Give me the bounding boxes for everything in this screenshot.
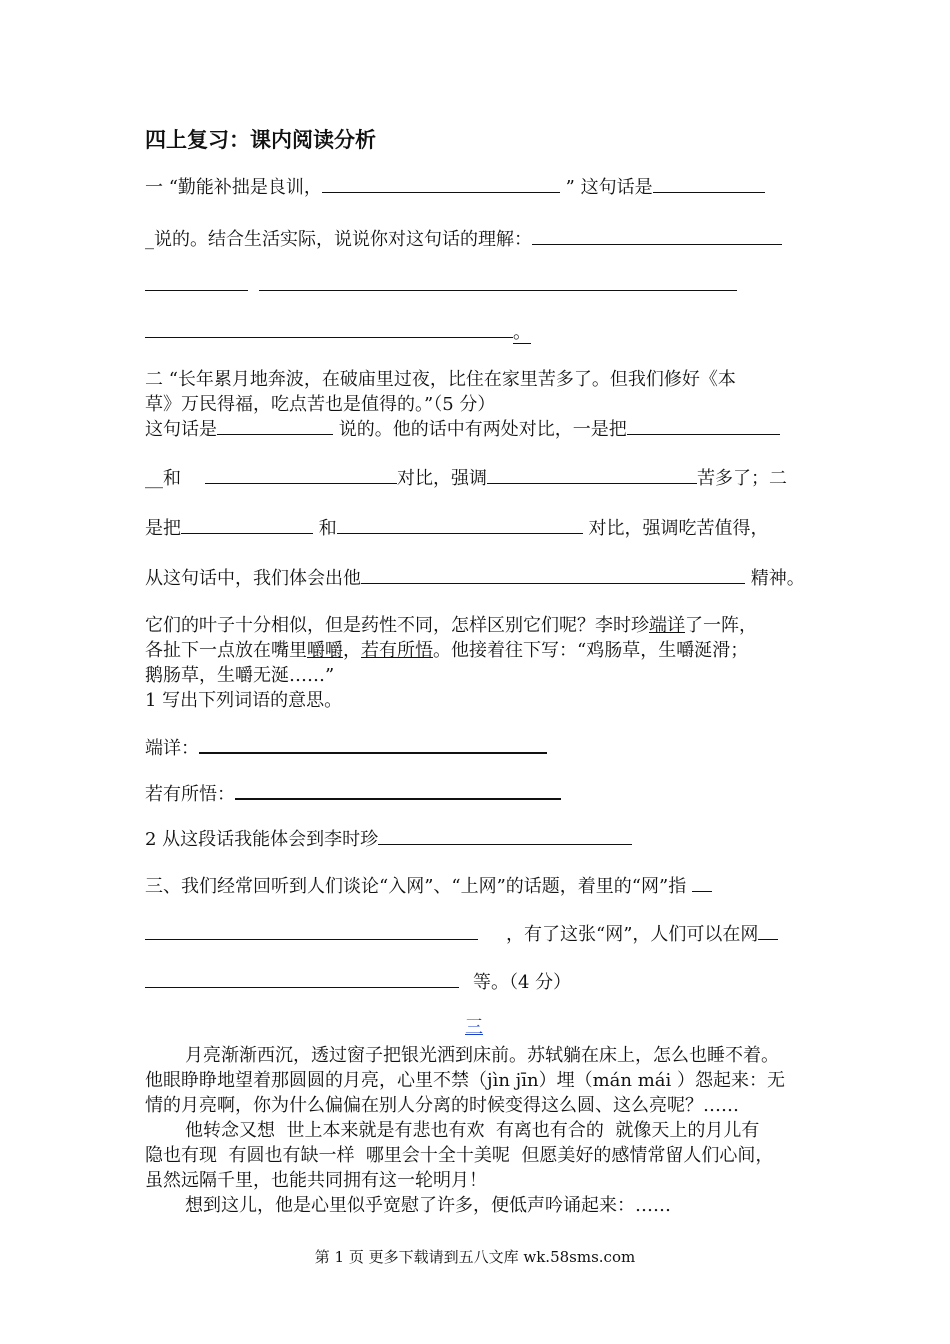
passage-text: 它们的叶子十分相似，但是药性不同，怎样区别它们呢？李时珍: [145, 615, 649, 636]
passage-line-3: 鹅肠草，生嚼无涎……”: [145, 665, 335, 686]
story-line-4: 他转念又想 世上本来就是有悲也有欢 有离也有合的 就像天上的月儿有: [185, 1120, 760, 1141]
q2-blank-1[interactable]: [217, 415, 333, 435]
q2-text-h: 对比，强调吃苦值得，: [582, 518, 769, 539]
q3-text-a: 三、我们经常回听到人们谈论“入网”、“上网”的话题，着里的“网”指: [145, 876, 687, 897]
passage-text: 了一阵，: [685, 615, 757, 636]
q1-blank-1[interactable]: [322, 173, 560, 193]
q3-blank-2[interactable]: [145, 920, 478, 940]
q3-text-c: 等。（4 分）: [473, 972, 572, 993]
task-2-row: [145, 825, 632, 851]
q3-line-3: [145, 968, 571, 994]
page-footer: 第 1 页 更多下载请到五八文库 wk.58sms.com: [314, 1248, 636, 1266]
word-2-row: [145, 779, 561, 806]
q3-blank-4[interactable]: [145, 968, 459, 988]
q1-line-2: [145, 225, 782, 251]
q2-text-g: 和: [313, 518, 337, 539]
q2-blank-7[interactable]: [361, 564, 745, 584]
word-1-blank[interactable]: [199, 733, 547, 754]
word-1-row: [145, 733, 547, 760]
q2-line-6: [145, 564, 805, 590]
q1-blank-4[interactable]: [145, 290, 248, 291]
q1-blank-2[interactable]: [653, 173, 765, 193]
story-line-7: 想到这儿，他是心里似乎宽慰了许多，便低声吟诵起来：……: [185, 1195, 671, 1216]
word-2-label: 若有所悟：: [145, 783, 235, 805]
story-line-3: 情的月亮啊，你为什么偏偏在别人分离的时候变得这么圆、这么亮呢？……: [145, 1095, 739, 1116]
story-line-6: 虽然远隔千里，也能共同拥有这一轮明月！: [145, 1170, 487, 1191]
q2-text-j: 精神。: [745, 568, 805, 589]
task-1-label: 1 写出下列词语的意思。: [145, 690, 343, 711]
q2-quote-line-2: 草》万民得福，吃点苦也是值得的。”（5 分）: [145, 394, 496, 415]
q3-line-1: [145, 872, 712, 898]
q2-line-5: [145, 514, 768, 540]
q2-blank-4[interactable]: [487, 464, 697, 484]
word-2-blank[interactable]: [235, 779, 561, 800]
page-title: 四上复习：课内阅读分析: [145, 127, 376, 152]
word-1-label: 端详：: [145, 737, 199, 759]
q2-blank-3[interactable]: [205, 464, 397, 484]
task-2-blank[interactable]: [378, 825, 632, 845]
q2-text-i: 从这句话中，我们体会出他: [145, 568, 361, 589]
underlined-word-ruoyousuowu: 若有所悟: [361, 640, 433, 661]
section-link-three[interactable]: 三: [465, 1017, 483, 1038]
q1-end-mark: 。: [513, 322, 531, 343]
task-2-label: 2 从这段话我能体会到李时珍: [145, 829, 379, 850]
q1-text-b: ” 这句话是: [565, 177, 653, 198]
q2-quote-line-1: 二 “长年累月地奔波，在破庙里过夜，比住在家里苦多了。但我们修好《本: [145, 369, 736, 390]
passage-line-2: [145, 636, 748, 662]
q1-line-4: [145, 318, 531, 344]
q1-line-1: [145, 173, 765, 199]
underlined-word-duanxiang: 端详: [649, 615, 685, 636]
story-line-1: 月亮渐渐西沉，透过窗子把银光洒到床前。苏轼躺在床上，怎么也睡不着。: [185, 1045, 779, 1066]
q2-blank-2[interactable]: [627, 415, 780, 435]
q1-text-a: 一 “勤能补拙是良训，: [145, 177, 322, 198]
q1-blank-3[interactable]: [532, 225, 782, 245]
q3-line-2: [145, 920, 778, 946]
q1-text-c: _说的。结合生活实际，说说你对这句话的理解：: [145, 229, 532, 250]
q1-blank-5[interactable]: [259, 290, 737, 291]
q3-blank-3[interactable]: [758, 920, 778, 940]
passage-text: ，: [343, 640, 361, 661]
q2-text-a: 这句话是: [145, 419, 217, 440]
passage-text: 各扯下一点放在嘴里: [145, 640, 307, 661]
q2-text-e: 苦多了；二: [697, 468, 787, 489]
q2-line-4: [145, 464, 787, 490]
q2-blank-6[interactable]: [337, 514, 583, 534]
passage-text: 。他接着往下写：“鸡肠草，生嚼涎滑；: [433, 640, 749, 661]
q2-text-b: 说的。他的话中有两处对比，一是把: [333, 419, 627, 440]
underlined-word-juejue: 嚼嚼: [307, 640, 343, 661]
q2-text-d: 对比，强调: [397, 468, 487, 489]
q2-text-c: __和: [145, 468, 181, 489]
q3-text-b: ，有了这张“网”，人们可以在网: [506, 924, 759, 945]
q3-blank-1[interactable]: [692, 872, 712, 892]
q2-line-3: [145, 415, 780, 441]
story-line-2: 他眼睁睁地望着那圆圆的月亮，心里不禁（jìn jīn）埋（mán mái ）怨起来：无: [145, 1070, 785, 1091]
passage-line-1: [145, 611, 757, 637]
q1-blank-6[interactable]: [145, 318, 513, 338]
q2-text-f: 是把: [145, 518, 181, 539]
q2-blank-5[interactable]: [181, 514, 313, 534]
story-line-5: 隐也有现 有圆也有缺一样 哪里会十全十美呢 但愿美好的感情常留人们心间，: [145, 1145, 774, 1166]
